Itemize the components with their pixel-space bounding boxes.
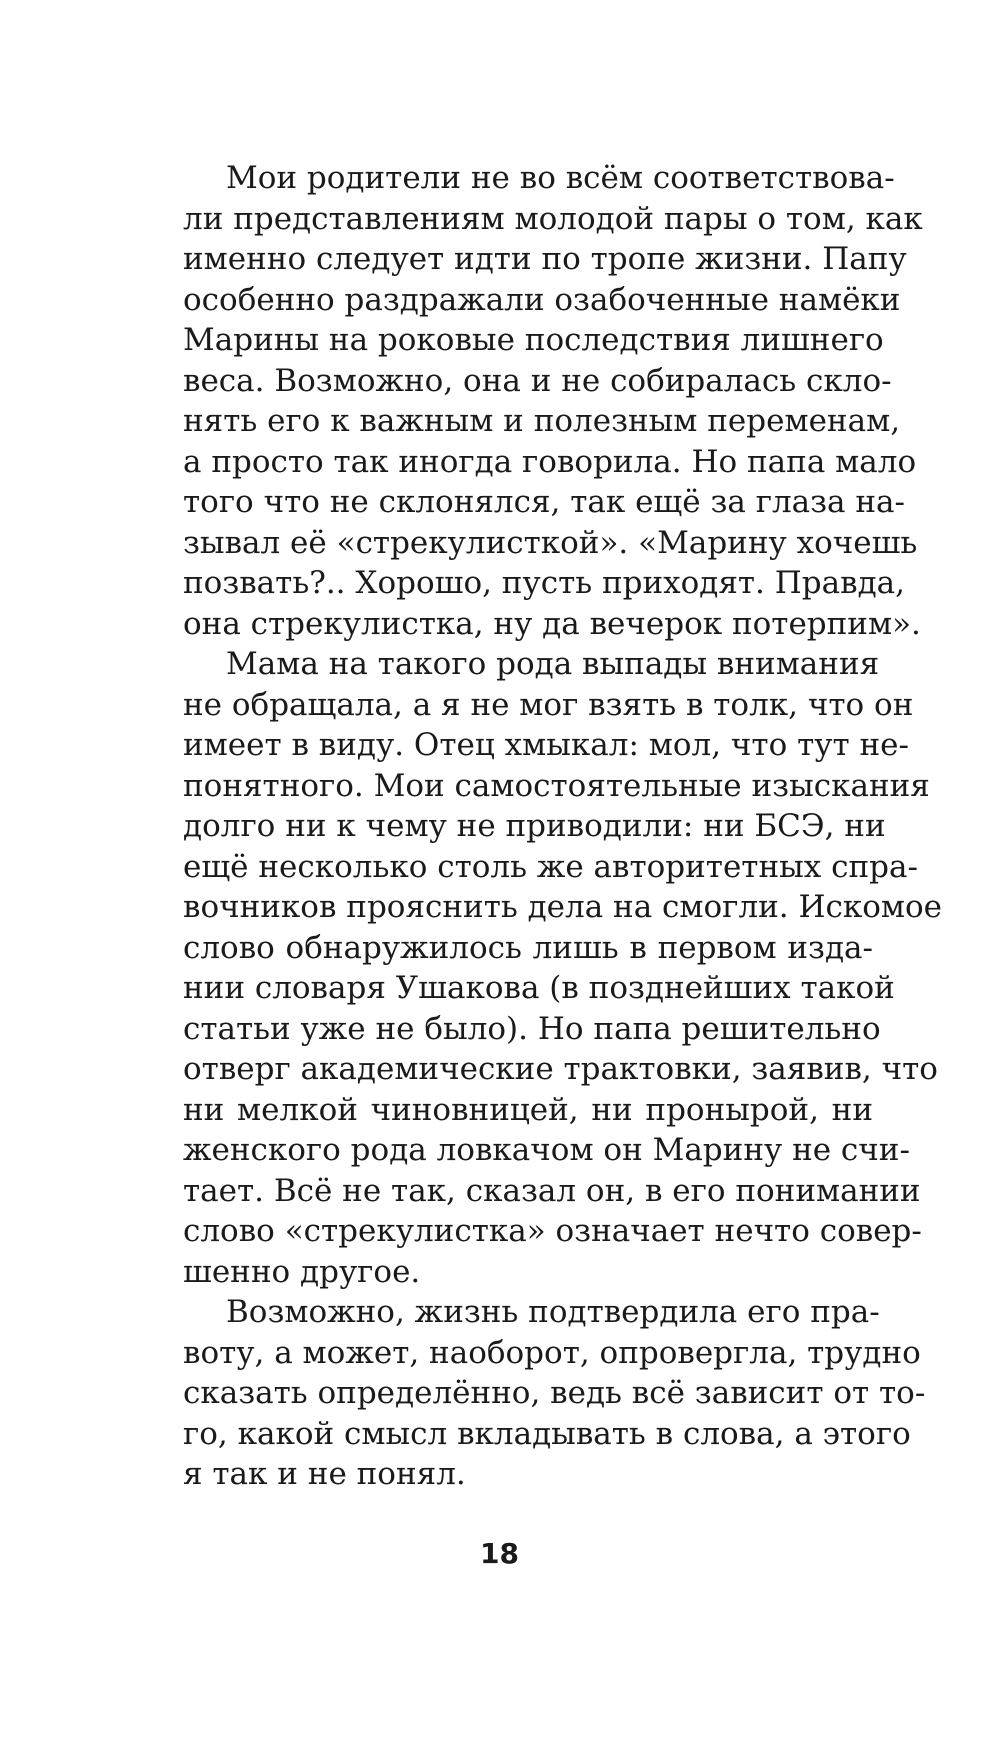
text-line: именно следует идти по тропе жизни. Папу	[183, 241, 907, 277]
paragraph-1	[183, 158, 923, 644]
body-text	[183, 158, 943, 1495]
text-line: шенно другое.	[183, 1253, 421, 1290]
text-line: я так и не понял.	[183, 1456, 466, 1492]
page-number: 18	[480, 1537, 519, 1570]
text-line: ещё несколько столь же авторитетных спра-	[183, 848, 918, 885]
text-line: она стрекулистка, ну да вечерок потерпим».	[183, 605, 921, 642]
text-line: женского рода ловкачом он Марину не счи-	[183, 1132, 910, 1168]
text-line: сказать определённо, ведь всё зависит от то-	[183, 1375, 926, 1411]
text-line: тает. Всё не так, сказал он, в его понимании	[183, 1172, 921, 1209]
text-line: Мои родители не во всём соответствова-	[226, 160, 895, 196]
text-line: Возможно, жизнь подтвердила его пра-	[226, 1294, 880, 1330]
text-line: нять его к важным и полезным переменам,	[183, 403, 901, 439]
text-line: ни мелкой чиновницей, ни пронырой, ни	[183, 1091, 873, 1128]
text-line: Мама на такого рода выпады внимания	[226, 646, 880, 682]
text-line: Марины на роковые последствия лишнего	[183, 322, 884, 358]
text-line: воту, а может, наоборот, опровергла, трудно	[183, 1334, 921, 1371]
text-line: го, какой смысл вкладывать в слова, а этого	[183, 1415, 911, 1452]
text-line: статьи уже не было). Но папа решительно	[183, 1010, 881, 1047]
text-line: отверг академические трактовки, заявив, что	[183, 1051, 938, 1087]
paragraph-3	[183, 1292, 926, 1495]
text-line: ли представлениям молодой пары о том, как	[183, 200, 923, 237]
text-line: того что не склонялся, так ещё за глаза на-	[183, 484, 905, 520]
text-line: долго ни к чему не приводили: ни БСЭ, ни	[183, 808, 886, 844]
text-line: понятного. Мои самостоятельные изыскания	[183, 767, 930, 804]
text-line: вочников прояснить дела на смогли. Искомое	[183, 889, 943, 925]
text-line: слово обнаружилось лишь в первом изда-	[183, 929, 873, 966]
text-line: позвать?.. Хорошо, пусть приходят. Правда,	[183, 565, 906, 601]
text-line: особенно раздражали озабоченные намёки	[183, 281, 901, 318]
text-line: имеет в виду. Отец хмыкал: мол, что тут не-	[183, 727, 909, 763]
text-line: веса. Возможно, она и не собиралась скло-	[183, 362, 892, 399]
text-line: зывал её «стрекулисткой». «Марину хочешь	[183, 524, 918, 561]
text-line: слово «стрекулистка» означает нечто совер-	[183, 1213, 922, 1249]
text-line: а просто так иногда говорила. Но папа мало	[183, 443, 917, 480]
paragraph-2	[183, 644, 943, 1292]
text-line: нии словаря Ушакова (в позднейших такой	[183, 970, 895, 1006]
text-line: не обращала, а я не мог взять в толк, что он	[183, 686, 914, 723]
